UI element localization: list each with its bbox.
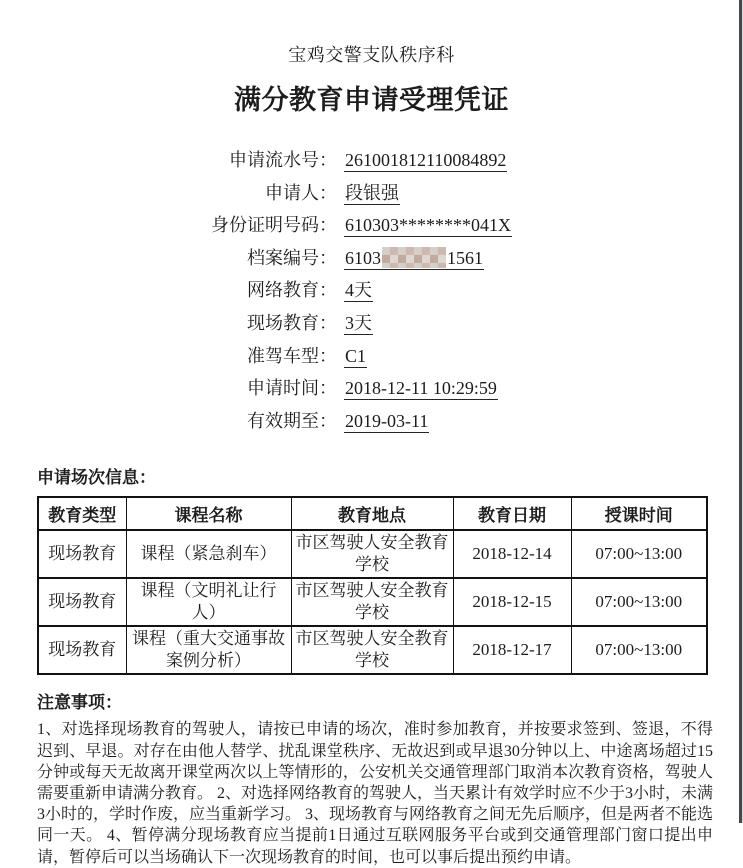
notes-heading: 注意事项： xyxy=(37,693,122,713)
field-row-valid-until xyxy=(0,407,743,440)
sessions-heading: 申请场次信息： xyxy=(37,468,156,488)
redaction-mosaic xyxy=(382,247,446,268)
field-label: 准驾车型： xyxy=(247,345,337,366)
field-value: 4天 xyxy=(345,280,372,301)
table-row xyxy=(38,530,707,578)
cell-class-time: 07:00~13:00 xyxy=(571,626,707,674)
column-header-course-name: 课程名称 xyxy=(126,497,291,530)
field-value: 261001812110084892 xyxy=(345,150,507,170)
cell-education-place: 市区驾驶人安全教育学校 xyxy=(291,530,453,578)
table-row xyxy=(38,626,707,674)
field-label: 申请时间： xyxy=(247,378,337,399)
cell-education-type: 现场教育 xyxy=(38,530,126,578)
table-header-row xyxy=(38,497,707,530)
column-header-education-date: 教育日期 xyxy=(453,497,571,530)
field-row-applicant xyxy=(0,179,743,212)
field-row-apply-time xyxy=(0,374,743,407)
table-row xyxy=(38,578,707,626)
notes-body: 1、对选择现场教育的驾驶人，请按已申请的场次，准时参加教育，并按要求签到、签退，不得迟到、早退。对存在由他人替学、扰乱课堂秩序、无故迟到或早退30分钟以上、中途离场超过15分钟或每天无故离开课堂两次以上等情形的，公安机关交通管理部门取消本次教育资格，驾驶人需要重新申请满分教育。 2、对选择网络教育的驾驶人，当天累计有效学时应不少于3小时，未满3小时的，学时作废，应当重新学习。 3、现场教育与网络教育之间无先后顺序，但是两者不能选同一天。 4、暂停满分现场教育应当提前1日通过互联网服务平台或到交通管理部门窗口提出申请，暂停后可以当场确认下一次现场教育的时间，也可以事后提出预约申请。 xyxy=(37,721,714,866)
field-value: 段银强 xyxy=(345,182,399,203)
field-value xyxy=(344,247,484,269)
cell-class-time: 07:00~13:00 xyxy=(571,530,707,578)
cell-course-name: 课程（重大交通事故案例分析） xyxy=(126,626,291,674)
cell-education-place: 市区驾驶人安全教育学校 xyxy=(291,578,453,626)
cell-education-type: 现场教育 xyxy=(38,626,126,674)
field-label: 申请流水号： xyxy=(229,150,337,170)
cell-education-type: 现场教育 xyxy=(38,578,126,626)
field-value: 2019-03-11 xyxy=(345,410,429,431)
page-title: 满分教育申请受理凭证 xyxy=(234,85,509,115)
field-label: 现场教育： xyxy=(247,312,337,333)
field-row-id-number xyxy=(0,211,743,244)
cell-education-date: 2018-12-17 xyxy=(453,626,571,674)
field-value: 2018-12-11 10:29:59 xyxy=(345,378,497,399)
cell-course-name: 课程（紧急刹车） xyxy=(126,530,291,578)
field-label: 档案编号： xyxy=(247,247,337,268)
column-header-education-type: 教育类型 xyxy=(38,497,126,530)
field-value: 610303********041X xyxy=(345,215,511,236)
cell-education-date: 2018-12-14 xyxy=(453,530,571,578)
field-row-online-education xyxy=(0,276,743,309)
field-label: 有效期至： xyxy=(247,410,337,431)
field-label: 身份证明号码： xyxy=(211,215,337,236)
fields-section xyxy=(0,146,743,439)
scan-edge-line xyxy=(739,0,743,823)
file-number-suffix: 1561 xyxy=(447,247,483,268)
field-row-license-type xyxy=(0,342,743,375)
field-row-file-number xyxy=(0,244,743,277)
cell-education-date: 2018-12-15 xyxy=(453,578,571,626)
cell-class-time: 07:00~13:00 xyxy=(571,578,707,626)
field-value: C1 xyxy=(345,345,367,366)
cell-education-place: 市区驾驶人安全教育学校 xyxy=(291,626,453,674)
cell-course-name: 课程（文明礼让行人） xyxy=(126,578,291,626)
field-row-serial xyxy=(0,146,743,179)
sessions-table xyxy=(37,496,708,675)
file-number-prefix: 6103 xyxy=(345,247,381,268)
field-value: 3天 xyxy=(345,312,372,333)
field-row-onsite-education xyxy=(0,309,743,342)
column-header-education-place: 教育地点 xyxy=(291,497,453,530)
field-label: 申请人： xyxy=(265,182,337,203)
field-label: 网络教育： xyxy=(247,280,337,301)
org-name: 宝鸡交警支队秩序科 xyxy=(288,45,455,65)
column-header-class-time: 授课时间 xyxy=(571,497,707,530)
